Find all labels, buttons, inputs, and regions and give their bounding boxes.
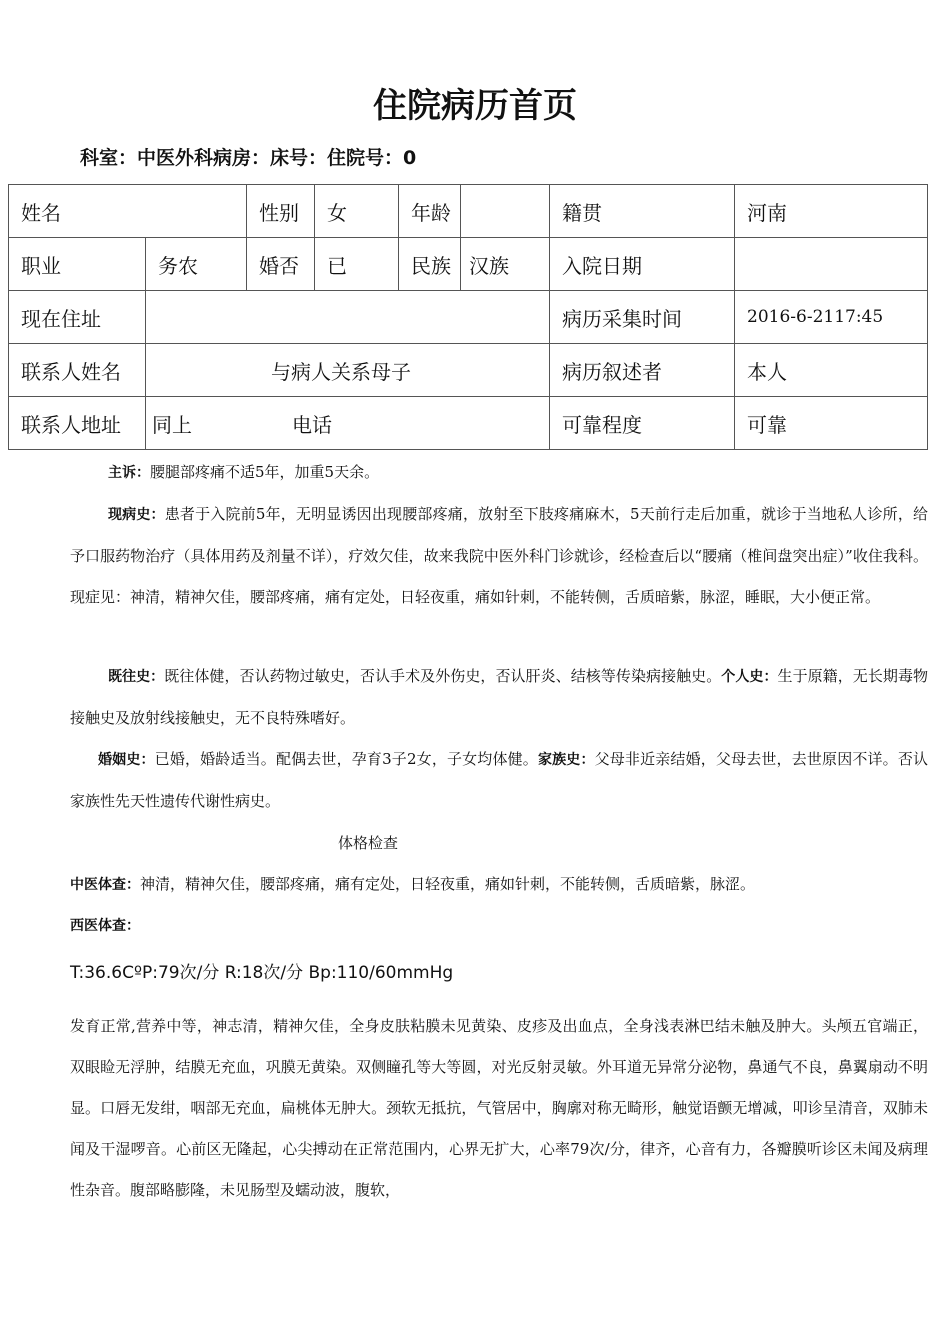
origin-label: 籍贯	[550, 185, 735, 238]
sex-label: 性别	[247, 185, 315, 238]
contact-address-value: 同上	[152, 412, 192, 437]
table-row	[9, 185, 928, 238]
relation-text: 与病人关系母子	[146, 344, 550, 397]
origin-value: 河南	[735, 185, 928, 238]
job-label: 职业	[9, 238, 146, 291]
department-line: 科室：中医外科病房：床号：住院号：0	[80, 147, 417, 169]
vital-signs: T:36.6CºP:79次/分 R:18次/分 Bp:110/60mmHg	[70, 963, 454, 983]
married-label: 婚否	[247, 238, 315, 291]
table-row	[9, 344, 928, 397]
married-value: 已	[315, 238, 399, 291]
western-exam-label: 西医体查：	[70, 918, 140, 934]
contact-address-cell	[146, 397, 550, 450]
past-history: 既往史：既往体健，否认药物过敏史，否认手术及外伤史，否认肝炎、结核等传染病接触史。个人史：生于原籍，无长期毒物接触史及放射线接触史，无不良特殊嗜好。	[70, 667, 929, 727]
contact-name-label: 联系人姓名	[9, 344, 146, 397]
age-label: 年龄	[399, 185, 461, 238]
table-row	[9, 291, 928, 344]
exam-heading: 体格检查	[338, 834, 399, 852]
contact-address-label: 联系人地址	[9, 397, 146, 450]
page-title: 住院病历首页	[373, 86, 577, 126]
present-illness: 现病史：患者于入院前5年，无明显诱因出现腰部疼痛，放射至下肢疼痛麻木，5天前行走后加重，就诊于当地私人诊所，给予口服药物治疗（具体用药及剂量不详），疗效欠佳，故来我院中医外科门诊就诊，经检查后以“腰痛（椎间盘突出症）”收住我科。现症见：神清，精神欠佳，腰部疼痛，痛有定处，日轻夜重，痛如针刺，不能转侧，舌质暗紫，脉涩，睡眠，大小便正常。	[70, 505, 928, 606]
name-label: 姓名	[9, 185, 247, 238]
ethnic-label: 民族	[399, 238, 461, 291]
admit-label: 入院日期	[550, 238, 735, 291]
collect-time-value: 2016-6-2117:45	[735, 291, 928, 344]
reliability-value: 可靠	[735, 397, 928, 450]
reliability-label: 可靠程度	[550, 397, 735, 450]
address-label: 现在住址	[9, 291, 146, 344]
ethnic-value: 汉族	[461, 238, 550, 291]
chief-complaint: 主诉：腰腿部疼痛不适5年，加重5天余。	[108, 463, 380, 481]
age-value	[461, 185, 550, 238]
sex-value: 女	[315, 185, 399, 238]
narrator-value: 本人	[735, 344, 928, 397]
table-row	[9, 238, 928, 291]
collect-time-label: 病历采集时间	[550, 291, 735, 344]
job-value: 务农	[146, 238, 247, 291]
patient-info-table	[8, 184, 928, 450]
general-exam: 发育正常,营养中等，神志清，精神欠佳，全身皮肤粘膜未见黄染、皮疹及出血点，全身浅表淋巴结未触及肿大。头颅五官端正，双眼睑无浮肿，结膜无充血，巩膜无黄染。双侧瞳孔等大等圆，对光反射灵敏。外耳道无异常分泌物，鼻通气不良，鼻翼扇动不明显。口唇无发绀，咽部无充血，扁桃体无肿大。颈软无抵抗，气管居中，胸廓对称无畸形，触觉语颤无增减，叩诊呈清音，双肺未闻及干湿啰音。心前区无隆起，心尖搏动在正常范围内，心界无扩大，心率79次/分，律齐，心音有力，各瓣膜听诊区未闻及病理性杂音。腹部略膨隆，未见肠型及蠕动波，腹软，	[70, 1017, 928, 1199]
tcm-exam: 中医体查：神清，精神欠佳，腰部疼痛，痛有定处，日轻夜重，痛如针刺，不能转侧，舌质暗紫，脉涩。	[70, 875, 756, 893]
marriage-history: 婚姻史：已婚，婚龄适当。配偶去世，孕育3子2女，子女均体健。家族史：父母非近亲结婚，父母去世，去世原因不详。否认家族性先天性遗传代谢性病史。	[70, 750, 929, 810]
address-value	[146, 291, 550, 344]
narrator-label: 病历叙述者	[550, 344, 735, 397]
phone-label: 电话	[292, 412, 332, 437]
admit-value	[735, 238, 928, 291]
table-row	[9, 397, 928, 450]
